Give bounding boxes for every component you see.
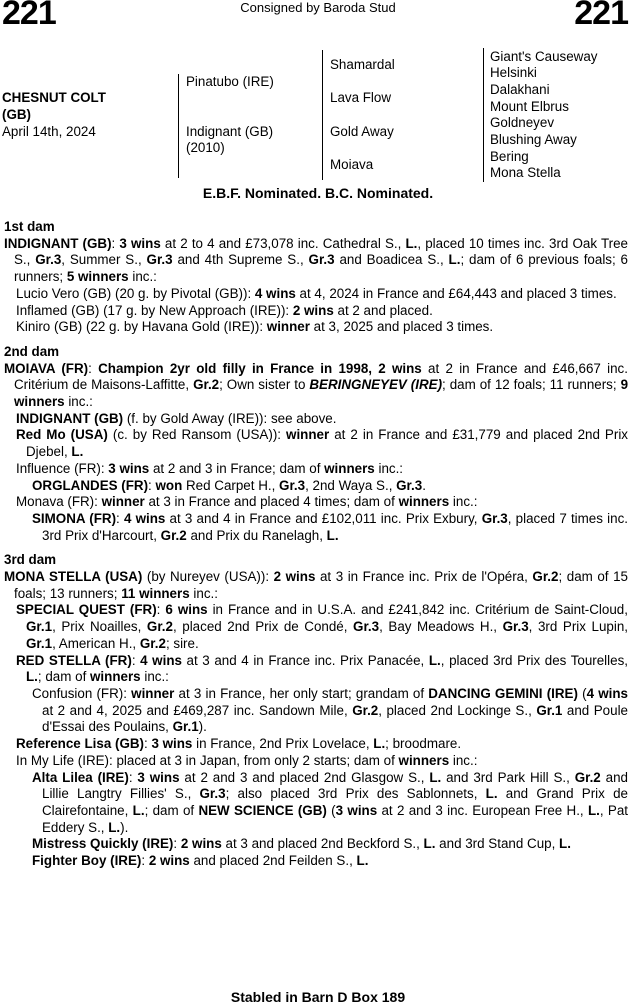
pedigree-entry: Mistress Quickly (IRE): 2 wins at 3 and placed 2nd Beckford S., L. and 3rd Stand Cup, L.	[32, 836, 571, 852]
pedigree-line-2	[322, 50, 323, 180]
consignor-text: Consigned by Baroda Stud	[240, 0, 396, 15]
lot-number-right: 221	[574, 0, 628, 32]
pedigree-entry: INDIGNANT (GB) (f. by Gold Away (IRE)): see above.	[16, 410, 337, 426]
pedigree-entry: RED STELLA (FR): 4 wins at 3 and 4 in France inc. Prix Panacée, L., placed 3rd Prix des Tourelles, L.; dam of winners inc.:	[16, 652, 628, 685]
foaling-date: April 14th, 2024	[2, 124, 96, 139]
pedigree-entry: Confusion (FR): winner at 3 in France, her only start; grandam of DANCING GEMINI (IRE) (4 wins at 2 and 4, 2025 and £469,287 inc. Sandown Mile, Gr.2, placed 2nd Lockinge S., Gr.1 and Poule d'Essai des Poulains, Gr.1).	[32, 685, 628, 735]
granddam-sire: Lava Flow	[330, 90, 392, 105]
sire-name: Pinatubo (IRE)	[186, 74, 274, 89]
pedigree-entry: Fighter Boy (IRE): 2 wins and placed 2nd Feilden S., L.	[32, 853, 369, 869]
pedigree-entry: Kiniro (GB) (22 g. by Havana Gold (IRE)): winner at 3, 2025 and placed 3 times.	[16, 319, 494, 335]
horse-country: (GB)	[2, 107, 32, 122]
pedigree-entry: ORGLANDES (FR): won Red Carpet H., Gr.3, 2nd Waya S., Gr.3.	[32, 477, 426, 493]
ancestor-7: Bering	[490, 149, 529, 164]
section-heading: 2nd dam	[4, 343, 60, 359]
pedigree-entry: Alta Lilea (IRE): 3 wins at 2 and 3 and placed 2nd Glasgow S., L. and 3rd Park Hill S., Gr.2 and Lillie Langtry Fillies' S., Gr.3; also placed 3rd Prix des Sablonnets, L. and Grand Prix de Clairefontaine, L.; dam of NEW SCIENCE (GB) (3 wins at 2 and 3 inc. European Free H., L., Pat Eddery S., L.).	[32, 769, 628, 835]
lot-number: 221	[2, 0, 56, 32]
dam-name: Indignant (GB)	[186, 124, 274, 139]
ancestor-6: Blushing Away	[490, 132, 577, 147]
stabling-info: Stabled in Barn D Box 189	[230, 989, 406, 1005]
pedigree-entry: SPECIAL QUEST (FR): 6 wins in France and in U.S.A. and £241,842 inc. Critérium de Saint-Cloud, Gr.1, Prix Noailles, Gr.2, placed 2nd Prix de Condé, Gr.3, Bay Meadows H., Gr.3, 3rd Prix Lupin, Gr.1, American H., Gr.2; sire.	[16, 602, 628, 651]
pedigree-line-1	[178, 74, 179, 178]
pedigree-entry: Inflamed (GB) (17 g. by New Approach (IRE)): 2 wins at 2 and placed.	[16, 302, 433, 318]
pedigree-entry: SIMONA (FR): 4 wins at 3 and 4 in France and £102,011 inc. Prix Exbury, Gr.3, placed 7 times inc. 3rd Prix d'Harcourt, Gr.2 and Prix du Ranelagh, L.	[32, 510, 628, 543]
pedigree-entry: Lucio Vero (GB) (20 g. by Pivotal (GB)): 4 wins at 4, 2024 in France and £64,443 and placed 3 times.	[16, 285, 617, 301]
ancestor-5: Goldneyev	[490, 115, 555, 130]
ancestor-4: Mount Elbrus	[490, 99, 569, 114]
nomination-line: E.B.F. Nominated. B.C. Nominated.	[202, 185, 434, 201]
pedigree-entry: INDIGNANT (GB): 3 wins at 2 to 4 and £73,078 inc. Cathedral S., L., placed 10 times inc. 3rd Oak Tree S., Gr.3, Summer S., Gr.3 and 4th Supreme S., Gr.3 and Boadicea S., L.; dam of 6 previous foals; 6 runners; 5 winners inc.:	[4, 235, 629, 285]
grandsire-dam: Gold Away	[330, 124, 394, 139]
catalogue-body	[4, 219, 628, 870]
pedigree-entry: MOIAVA (FR): Champion 2yr old filly in France in 1998, 2 wins at 2 in France and £46,667 inc. Critérium de Maisons-Laffitte, Gr.2; Own sister to BERINGNEYEV (IRE); dam of 12 foals; 11 runners; 9 winners inc.:	[4, 360, 629, 410]
grandsire-sire: Shamardal	[330, 57, 395, 72]
section-heading: 3rd dam	[4, 552, 57, 568]
ancestor-1: Giant's Causeway	[490, 49, 598, 64]
horse-description: CHESNUT COLT	[2, 90, 106, 105]
dam-year: (2010)	[186, 140, 225, 155]
pedigree-entry: Reference Lisa (GB): 3 wins in France, 2nd Prix Lovelace, L.; broodmare.	[16, 736, 462, 752]
pedigree-line-3	[483, 48, 484, 182]
pedigree-entry: Influence (FR): 3 wins at 2 and 3 in France; dam of winners inc.:	[16, 460, 404, 476]
section-heading: 1st dam	[4, 219, 55, 234]
pedigree-entry: Red Mo (USA) (c. by Red Ransom (USA)): winner at 2 in France and £31,779 and placed 2nd Prix Djebel, L.	[16, 427, 628, 460]
ancestor-8: Mona Stella	[490, 165, 561, 180]
pedigree-entry: MONA STELLA (USA) (by Nureyev (USA)): 2 wins at 3 in France inc. Prix de l'Opéra, Gr.2; dam of 15 foals; 13 runners; 11 winners inc.:	[4, 569, 628, 601]
pedigree-entry: In My Life (IRE): placed at 3 in Japan, from only 2 starts; dam of winners inc.:	[16, 752, 478, 768]
granddam-dam: Moiava	[330, 157, 374, 172]
ancestor-2: Helsinki	[490, 65, 537, 80]
pedigree-entry: Monava (FR): winner at 3 in France and placed 4 times; dam of winners inc.:	[16, 494, 478, 510]
ancestor-3: Dalakhani	[490, 82, 550, 97]
